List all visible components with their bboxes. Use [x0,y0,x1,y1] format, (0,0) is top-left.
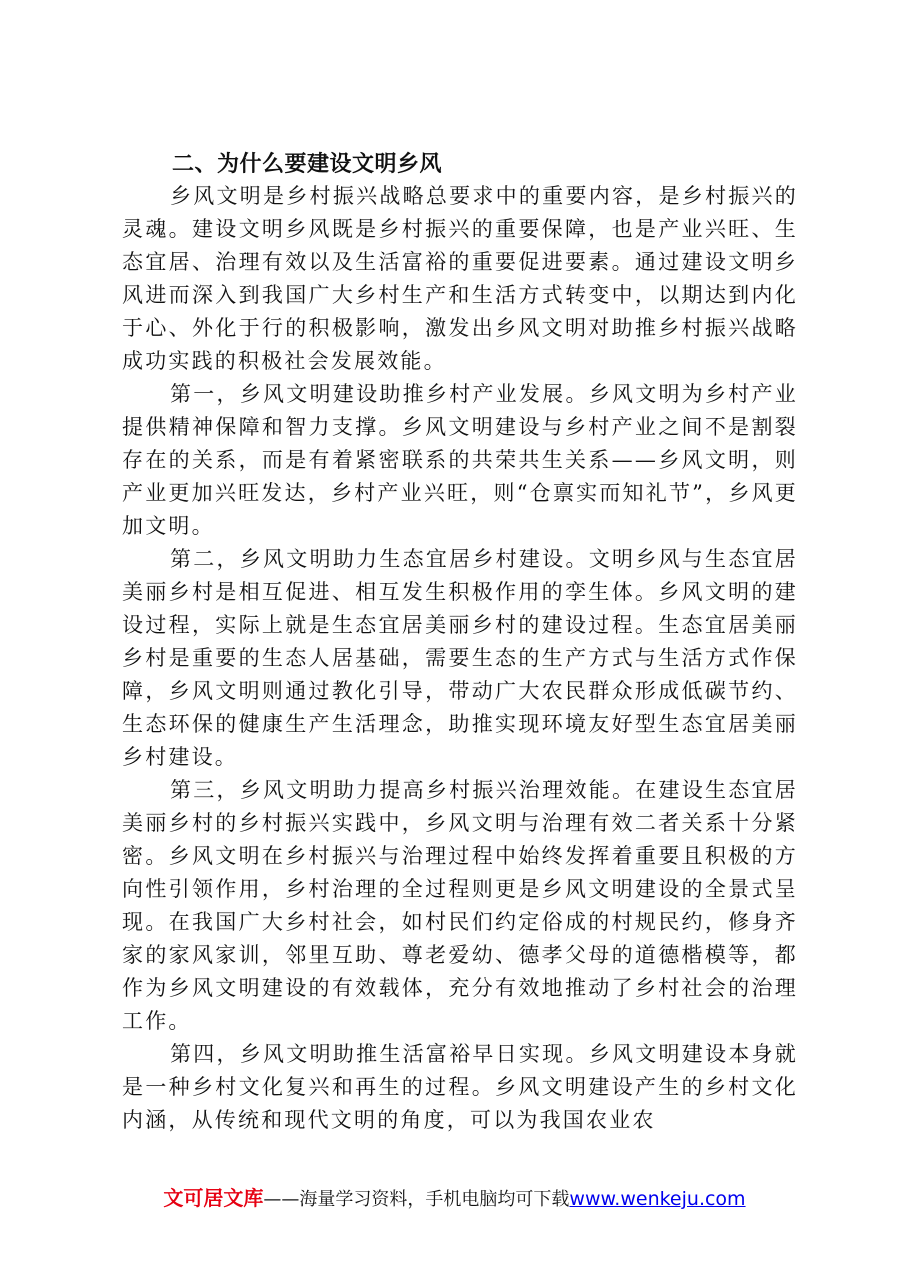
document-body [122,150,798,1137]
paragraph-fourth: 第四，乡风文明助推生活富裕早日实现。乡风文明建设本身就是一种乡村文化复兴和再生的过程。乡风文明建设产生的乡村文化内涵，从传统和现代文明的角度，可以为我国农业农 [122,1042,798,1132]
paragraph-third: 第三，乡风文明助力提高乡村振兴治理效能。在建设生态宜居美丽乡村的乡村振兴实践中，乡风文明与治理有效二者关系十分紧密。乡风文明在乡村振兴与治理过程中始终发挥着重要且积极的方向性引领作用，乡村治理的全过程则更是乡风文明建设的全景式呈现。在我国广大乡村社会，如村民们约定俗成的村规民约，修身齐家的家风家训，邻里互助、尊老爱幼、德孝父母的道德楷模等，都作为乡风文明建设的有效载体，充分有效地推动了乡村社会的治理工作。 [122,778,798,1033]
section-heading: 二、为什么要建设文明乡风 [172,152,443,177]
paragraph-second: 第二，乡风文明助力生态宜居乡村建设。文明乡风与生态宜居美丽乡村是相互促进、相互发生积极作用的孪生体。乡风文明的建设过程，实际上就是生态宜居美丽乡村的建设过程。生态宜居美丽乡村是重要的生态人居基础，需要生态的生产方式与生活方式作保障，乡风文明则通过教化引导，带动广大农民群众形成低碳节约、生态环保的健康生产生活理念，助推实现环境友好型生态宜居美丽乡村建设。 [122,547,798,769]
footer-brand: 文可居文库 [163,1186,264,1210]
footer-banner [0,1182,909,1211]
paragraph-intro: 乡风文明是乡村振兴战略总要求中的重要内容，是乡村振兴的灵魂。建设文明乡风既是乡村振兴的重要保障，也是产业兴旺、生态宜居、治理有效以及生活富裕的重要促进要素。通过建设文明乡风进而深入到我国广大乡村生产和生活方式转变中，以期达到内化于心、外化于行的积极影响，激发出乡风文明对助推乡村振兴战略成功实践的积极社会发展效能。 [122,184,798,373]
footer-website-link[interactable]: www.wenkeju.com [569,1188,746,1210]
footer-tagline: ——海量学习资料，手机电脑均可下载 [263,1189,570,1210]
paragraph-first: 第一，乡风文明建设助推乡村产业发展。乡风文明为乡村产业提供精神保障和智力支撑。乡风文明建设与乡村产业之间不是割裂存在的关系，而是有着紧密联系的共荣共生关系——乡风文明，则产业更加兴旺发达，乡村产业兴旺，则“仓禀实而知礼节”，乡风更加文明。 [122,382,798,538]
